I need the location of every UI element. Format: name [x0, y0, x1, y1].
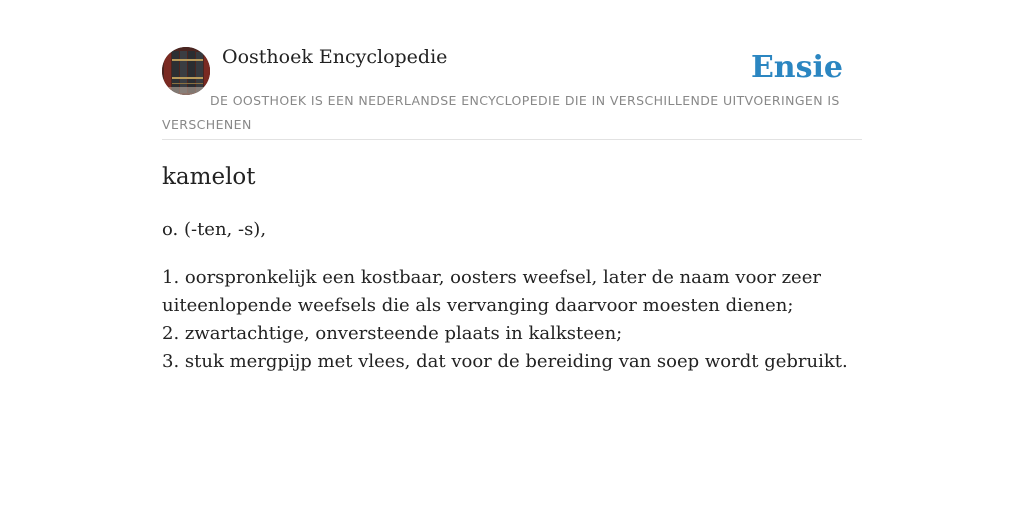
definition-item: 2. zwartachtige, onversteende plaats in kalksteen;	[162, 323, 623, 344]
entry-title: kamelot	[162, 164, 256, 190]
definition-item: 3. stuk mergpijp met vlees, dat voor de bereiding van soep wordt gebruikt.	[162, 351, 848, 372]
page-container	[162, 0, 862, 372]
encyclopedia-books-icon[interactable]	[162, 47, 210, 95]
site-header	[162, 0, 862, 140]
entry-definitions	[162, 264, 862, 376]
site-name[interactable]: Oosthoek Encyclopedie	[222, 46, 448, 68]
site-tagline: DE OOSTHOEK IS EEN NEDERLANDSE ENCYCLOPEDIE DIE IN VERSCHILLENDE UITVOERINGEN IS VERSCHENEN	[162, 93, 840, 132]
brand-logo-link[interactable]: Ensie	[750, 50, 843, 85]
entry-grammar: o. (-ten, -s),	[162, 219, 267, 240]
definition-item: 1. oorspronkelijk een kostbaar, oosters weefsel, later de naam voor zeer uiteenlopende weefsels die als vervanging daarvoor moesten dienen;	[162, 267, 821, 316]
